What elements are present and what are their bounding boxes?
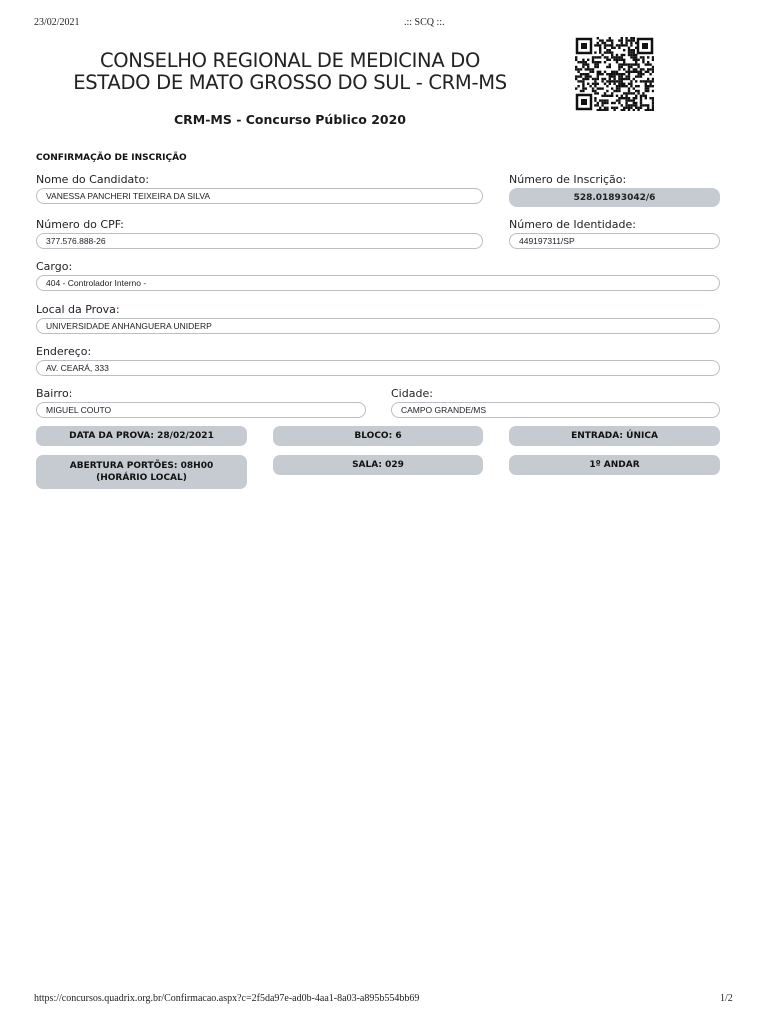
print-page: 1/2 bbox=[720, 993, 733, 1004]
section-title: CONFIRMAÇÃO DE INSCRIÇÃO bbox=[36, 153, 187, 163]
field-identidade: 449197311/SP bbox=[509, 233, 720, 249]
concurso-title: CRM-MS - Concurso Público 2020 bbox=[174, 112, 406, 127]
label-cidade: Cidade: bbox=[391, 387, 433, 400]
print-date: 23/02/2021 bbox=[34, 17, 80, 28]
print-title: .:: SCQ ::. bbox=[404, 17, 445, 28]
field-cidade: CAMPO GRANDE/MS bbox=[391, 402, 720, 418]
label-bairro: Bairro: bbox=[36, 387, 73, 400]
pill-abertura bbox=[36, 455, 247, 489]
print-url: https://concursos.quadrix.org.br/Confirmacao.aspx?c=2f5da97e-ad0b-4aa1-8a03-a895b554bb69 bbox=[34, 993, 420, 1004]
pill-andar: 1º ANDAR bbox=[509, 455, 720, 475]
label-nome: Nome do Candidato: bbox=[36, 173, 150, 186]
field-inscricao: 528.01893042/6 bbox=[509, 188, 720, 207]
label-local: Local da Prova: bbox=[36, 303, 120, 316]
pill-sala: SALA: 029 bbox=[273, 455, 483, 475]
label-identidade: Número de Identidade: bbox=[509, 218, 636, 231]
field-cpf: 377.576.888-26 bbox=[36, 233, 483, 249]
org-title bbox=[40, 50, 540, 94]
pill-data-prova: DATA DA PROVA: 28/02/2021 bbox=[36, 426, 247, 446]
field-nome: VANESSA PANCHERI TEIXEIRA DA SILVA bbox=[36, 188, 483, 204]
pill-entrada: ENTRADA: ÚNICA bbox=[509, 426, 720, 446]
qr-code-icon bbox=[575, 37, 654, 111]
pill-abertura-line1: ABERTURA PORTÕES: 08H00 bbox=[69, 461, 214, 471]
label-cpf: Número do CPF: bbox=[36, 218, 124, 231]
field-local: UNIVERSIDADE ANHANGUERA UNIDERP bbox=[36, 318, 720, 334]
pill-abertura-line2: (HORÁRIO LOCAL) bbox=[96, 473, 187, 483]
label-endereco: Endereço: bbox=[36, 345, 92, 358]
field-endereco: AV. CEARÁ, 333 bbox=[36, 360, 720, 376]
pill-bloco: BLOCO: 6 bbox=[273, 426, 483, 446]
org-title-line1: CONSELHO REGIONAL DE MEDICINA DO bbox=[99, 49, 481, 72]
org-title-line2: ESTADO DE MATO GROSSO DO SUL - CRM-MS bbox=[73, 71, 507, 94]
field-bairro: MIGUEL COUTO bbox=[36, 402, 366, 418]
field-cargo: 404 - Controlador Interno - bbox=[36, 275, 720, 291]
label-cargo: Cargo: bbox=[36, 260, 73, 273]
label-inscricao: Número de Inscrição: bbox=[509, 173, 627, 186]
